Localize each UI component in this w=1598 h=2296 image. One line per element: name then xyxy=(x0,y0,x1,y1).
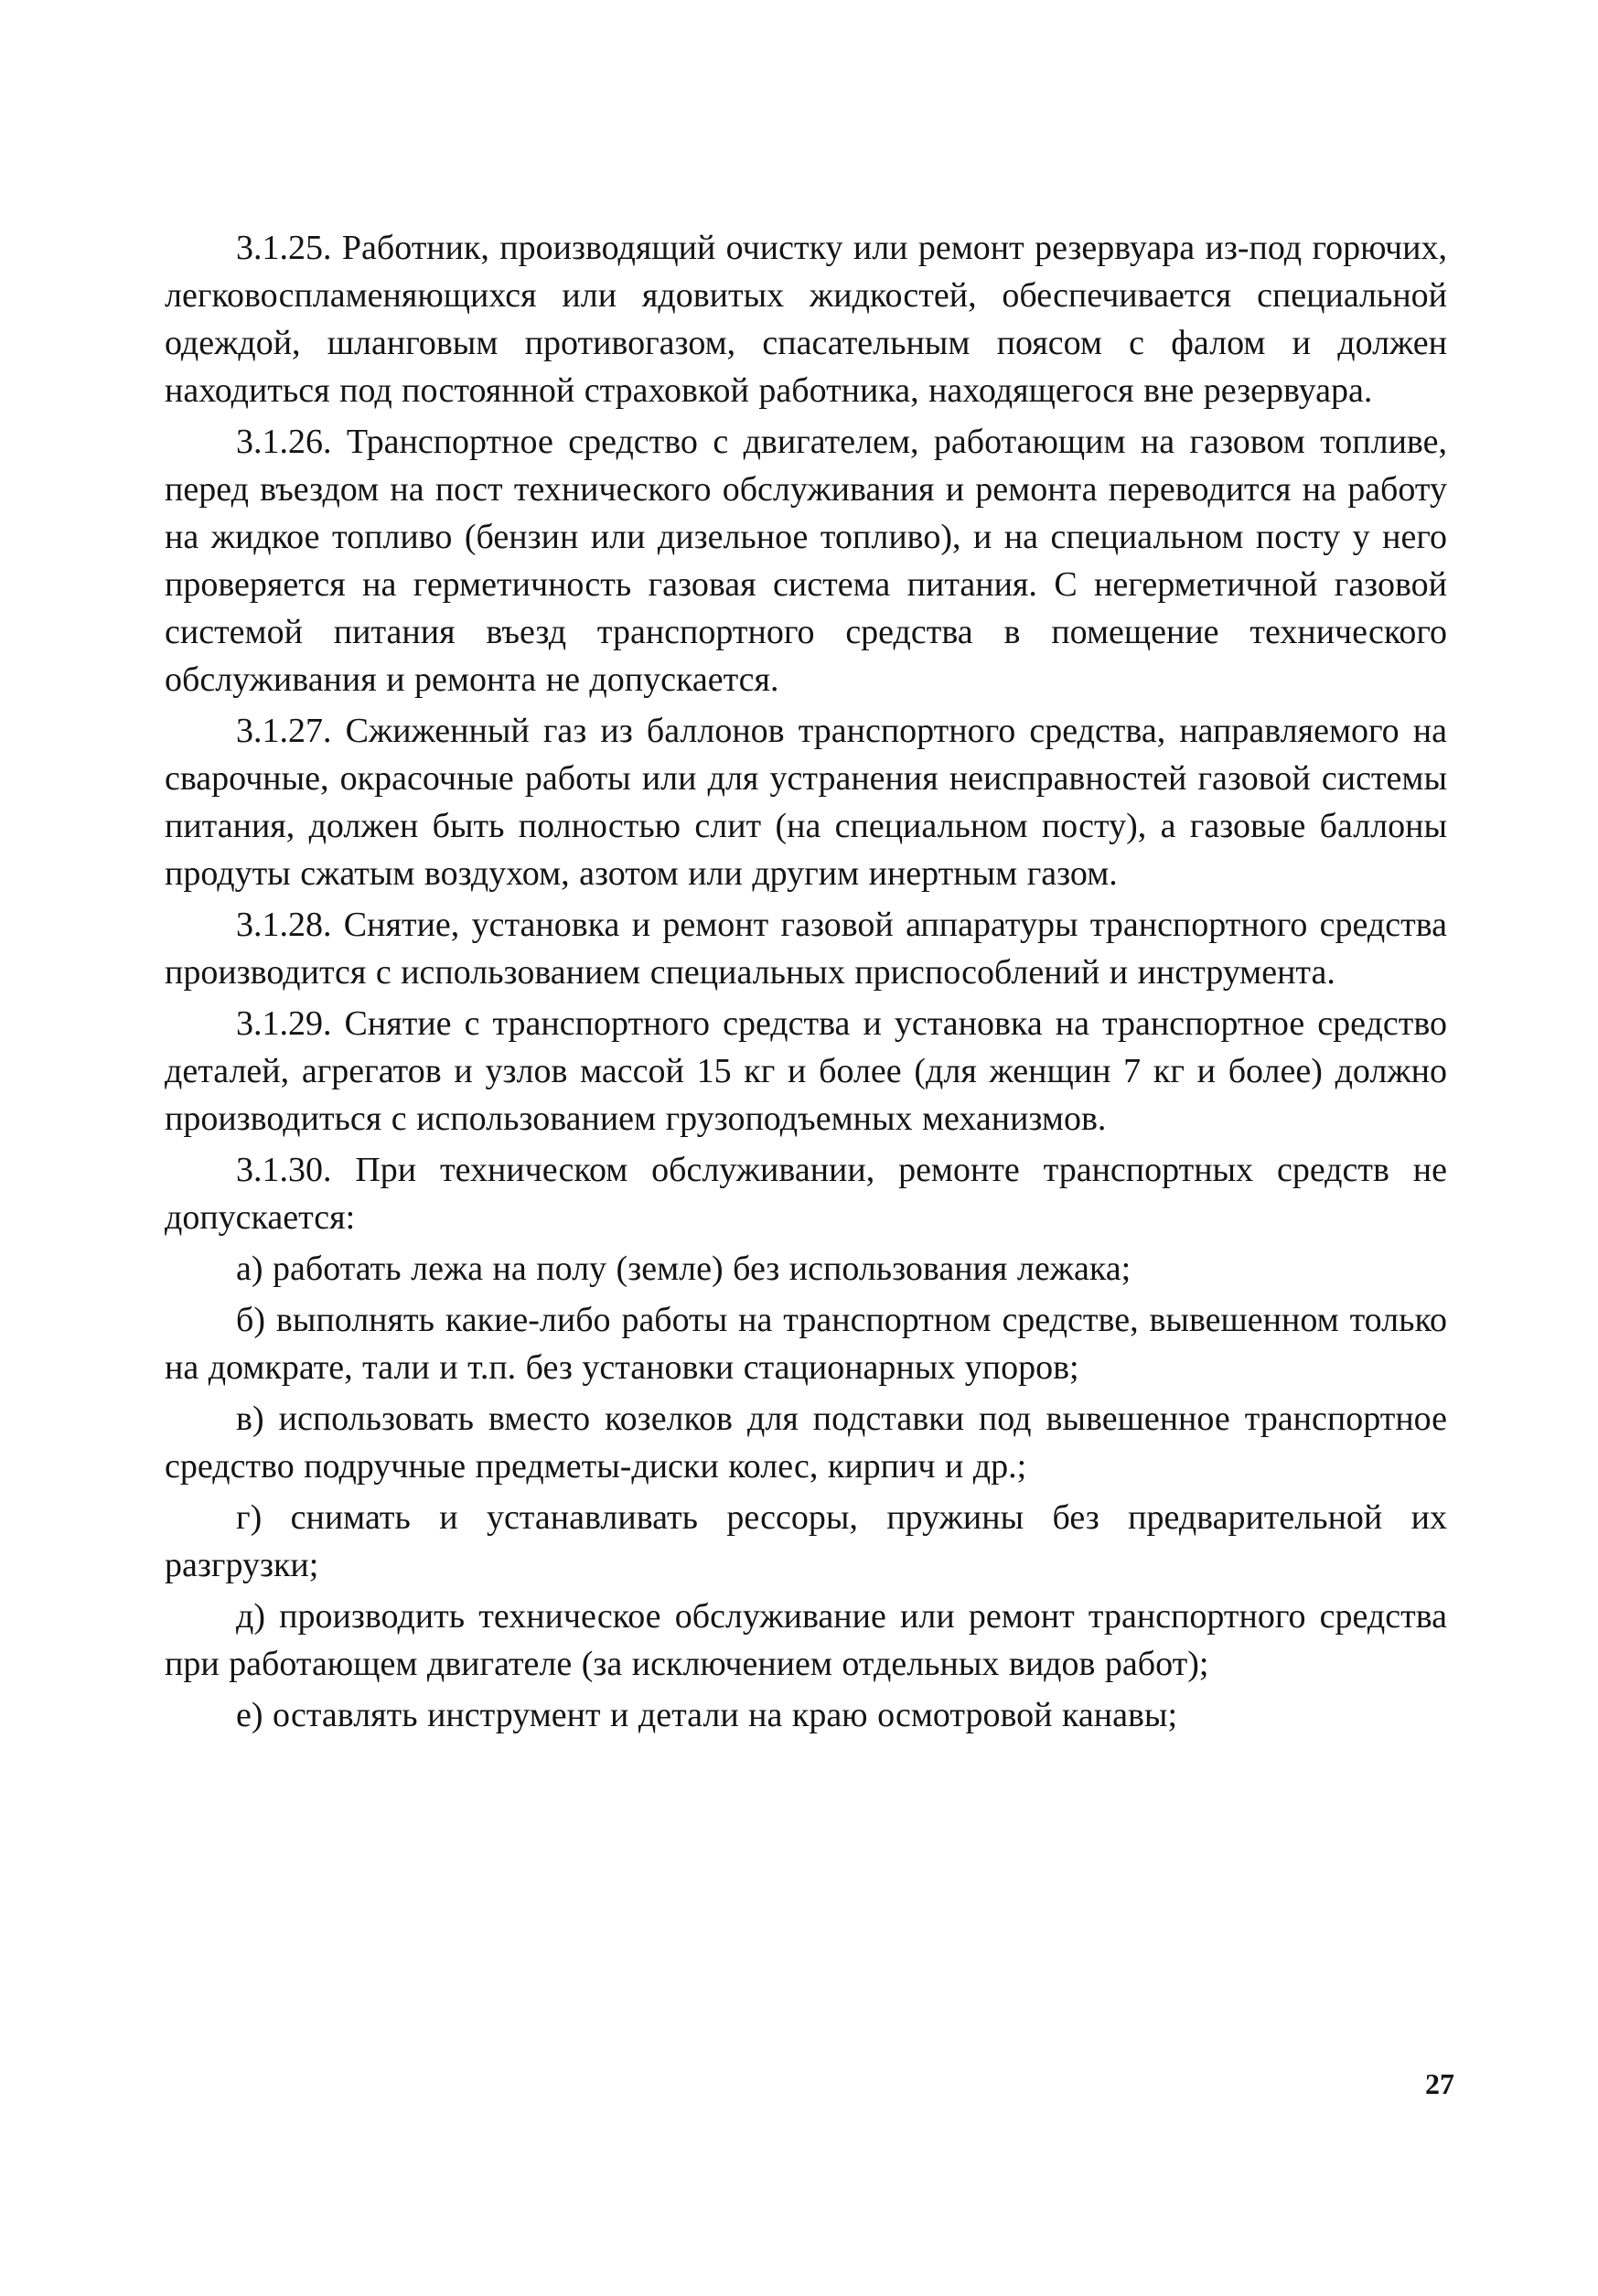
paragraph-3-1-25: 3.1.25. Работник, производящий очистку или ремонт резервуара из-под горючих, легковоспламеняющихся или ядовитых жидкостей, обеспечивается специальной одеждой, шланговым противогазом, спасательным поясом с фалом и должен находиться под постоянной страховкой работника, находящегося вне резервуара. xyxy=(165,229,1447,410)
paragraph-3-1-26: 3.1.26. Транспортное средство с двигателем, работающим на газовом топливе, перед въездом на пост технического обслуживания и ремонта переводится на работу на жидкое топливо (бензин или дизельное топливо), и на специальном посту у него проверяется на герметичность газовая система питания. С негерметичной газовой системой питания въезд транспортного средства в помещение технического обслуживания и ремонта не допускается. xyxy=(165,423,1447,699)
list-item-b: б) выполнять какие-либо работы на транспортном средстве, вывешенном только на домкрате, тали и т.п. без установки стационарных упоров; xyxy=(165,1301,1447,1387)
paragraph-3-1-28: 3.1.28. Снятие, установка и ремонт газовой аппаратуры транспортного средства производится с использованием специальных приспособлений и инструмента. xyxy=(165,906,1447,992)
list-item-g: г) снимать и устанавливать рессоры, пружины без предварительной их разгрузки; xyxy=(165,1498,1447,1584)
list-item-d: д) производить техническое обслуживание или ремонт транспортного средства при работающем двигателе (за исключением отдельных видов работ); xyxy=(165,1597,1447,1683)
list-item-e: е) оставлять инструмент и детали на краю осмотровой канавы; xyxy=(236,1696,1178,1734)
paragraph-3-1-27: 3.1.27. Сжиженный газ из баллонов транспортного средства, направляемого на сварочные, окрасочные работы или для устранения неисправностей газовой системы питания, должен быть полностью слит (на специальном посту), а газовые баллоны продуты сжатым воздухом, азотом или другим инертным газом. xyxy=(165,712,1447,893)
document-page xyxy=(165,224,1447,1743)
list-item-v: в) использовать вместо козелков для подставки под вывешенное транспортное средство подручные предметы-диски колес, кирпич и др.; xyxy=(165,1400,1447,1486)
list-item-a: а) работать лежа на полу (земле) без использования лежака; xyxy=(236,1250,1131,1288)
page-number: 27 xyxy=(1425,2067,1454,2100)
paragraph-3-1-30: 3.1.30. При техническом обслуживании, ремонте транспортных средств не допускается: xyxy=(165,1151,1447,1237)
paragraph-3-1-29: 3.1.29. Снятие с транспортного средства и установка на транспортное средство деталей, агрегатов и узлов массой 15 кг и более (для женщин 7 кг и более) должно производиться с использованием грузоподъемных механизмов. xyxy=(165,1004,1447,1138)
